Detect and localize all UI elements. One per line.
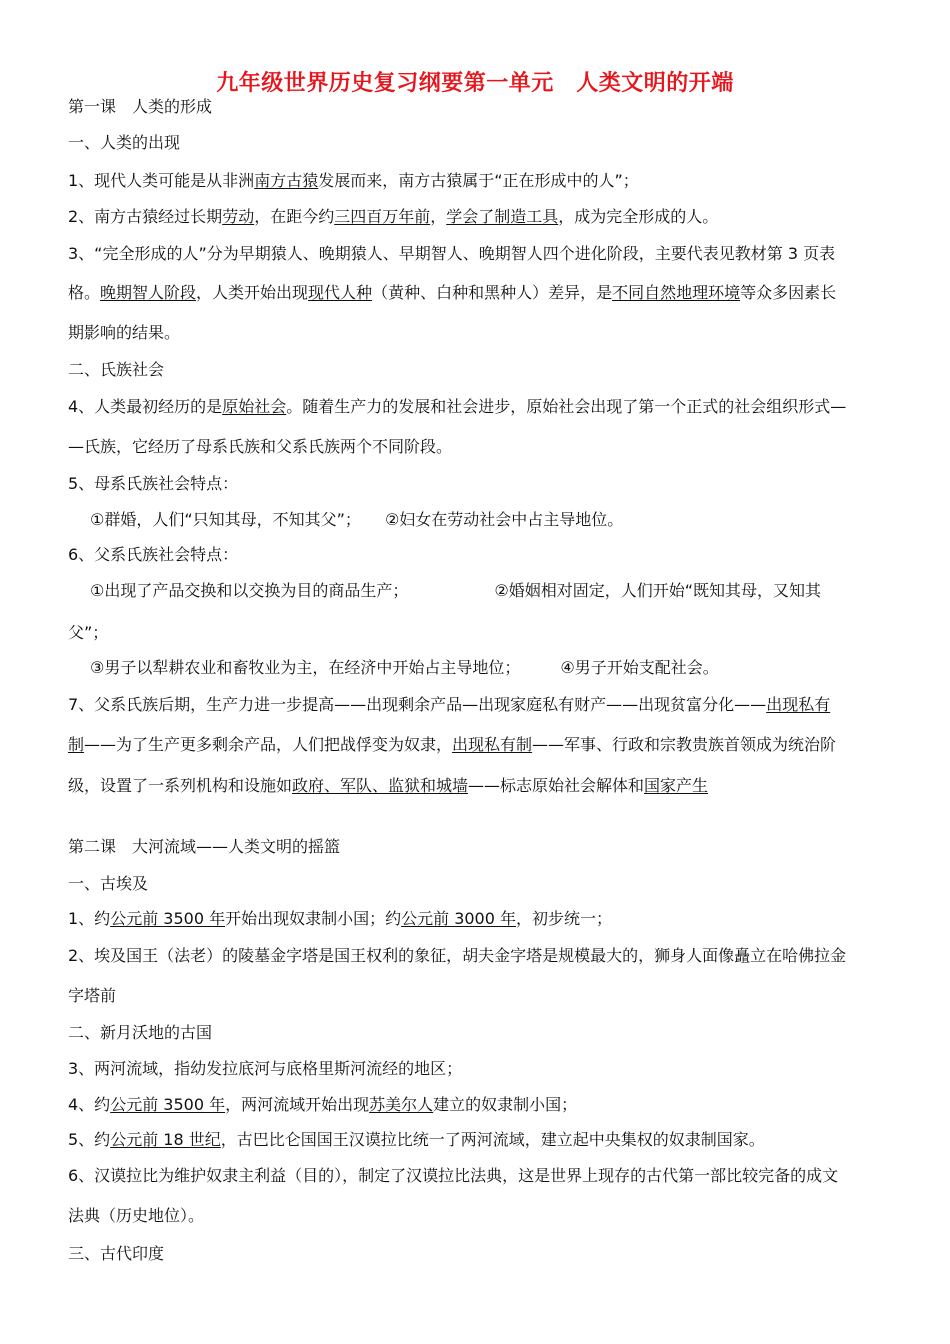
key-term: 现代人种 <box>308 283 373 302</box>
paragraph-line: 6、汉谟拉比为维护奴隶主利益（目的），制定了汉谟拉比法典，这是世界上现存的古代第一部比较完备的成文 <box>68 1166 839 1185</box>
section-heading: 一、人类的出现 <box>68 133 181 152</box>
paragraph-line: 3、两河流域，指幼发拉底河与底格里斯河流经的地区； <box>68 1059 463 1078</box>
key-term: 南方古猿 <box>254 171 319 190</box>
key-term: 公元前 3500 年 <box>110 909 226 928</box>
key-term: 国家产生 <box>644 776 709 795</box>
paragraph-line: 制——为了生产更多剩余产品，人们把战俘变为奴隶，出现私有制——军事、行政和宗教贵族首领成为统治阶 <box>68 735 837 754</box>
list-item: ①群婚，人们“只知其母，不知其父”； ②妇女在劳动社会中占主导地位。 <box>90 510 624 529</box>
paragraph-line: 5、约公元前 18 世纪，古巴比仑国国王汉谟拉比统一了两河流域，建立起中央集权的奴隶制国家。 <box>68 1130 765 1149</box>
paragraph-line: 3、“完全形成的人”分为早期猿人、晚期猿人、早期智人、晚期智人四个进化阶段，主要代表见教材第 3 页表 <box>68 244 836 263</box>
list-item: ①出现了产品交换和以交换为目的商品生产； ②婚姻相对固定，人们开始“既知其母，又知其 <box>90 581 821 600</box>
paragraph-line: 7、父系氏族后期，生产力进一步提高——出现剩余产品—出现家庭私有财产——出现贫富分化——出现私有 <box>68 695 831 714</box>
key-term: 原始社会 <box>222 397 287 416</box>
key-term: 三四百万年前 <box>334 207 431 226</box>
paragraph-line: 2、埃及国王（法老）的陵墓金字塔是国王权利的象征，胡夫金字塔是规模最大的，狮身人面像矗立在哈佛拉金 <box>68 946 847 965</box>
paragraph-line: 5、母系氏族社会特点： <box>68 474 239 493</box>
paragraph-line: 父”； <box>68 623 109 642</box>
key-term: 公元前 3500 年 <box>110 1095 226 1114</box>
key-term: 不同自然地理环境 <box>612 283 741 302</box>
paragraph-line: 2、南方古猿经过长期劳动，在距今约三四百万年前，学会了制造工具，成为完全形成的人。 <box>68 207 719 226</box>
paragraph-line: 4、约公元前 3500 年，两河流域开始出现苏美尔人建立的奴隶制小国； <box>68 1095 578 1114</box>
list-item: ③男子以犁耕农业和畜牧业为主，在经济中开始占主导地位； ④男子开始支配社会。 <box>90 658 719 677</box>
key-term: 出现私有 <box>766 695 831 714</box>
key-term: 苏美尔人 <box>369 1095 434 1114</box>
paragraph-line: 字塔前 <box>68 986 117 1005</box>
paragraph-line: 期影响的结果。 <box>68 323 181 342</box>
key-term: 政府、军队、监狱和城墙 <box>292 776 469 795</box>
section-heading: 一、古埃及 <box>68 874 149 893</box>
paragraph-line: 6、父系氏族社会特点： <box>68 545 239 564</box>
paragraph-line: 格。晚期智人阶段，人类开始出现现代人种（黄种、白种和黑种人）差异，是不同自然地理环境等众多因素长 <box>68 283 837 302</box>
paragraph-line: 级，设置了一系列机构和设施如政府、军队、监狱和城墙——标志原始社会解体和国家产生 <box>68 776 709 795</box>
section-heading: 二、氏族社会 <box>68 360 165 379</box>
key-term: 制 <box>68 735 85 754</box>
section-heading: 三、古代印度 <box>68 1244 165 1263</box>
paragraph-line: 1、现代人类可能是从非洲南方古猿发展而来，南方古猿属于“正在形成中的人”； <box>68 171 639 190</box>
lesson-heading: 第一课 人类的形成 <box>68 97 213 116</box>
page-title: 九年级世界历史复习纲要第一单元 人类文明的开端 <box>216 71 734 96</box>
key-term: 公元前 18 世纪 <box>110 1130 221 1149</box>
key-term: 出现私有制 <box>452 735 533 754</box>
paragraph-line: —氏族，它经历了母系氏族和父系氏族两个不同阶段。 <box>68 437 453 456</box>
lesson-heading: 第二课 大河流域——人类文明的摇篮 <box>68 837 341 856</box>
paragraph-line: 法典（历史地位）。 <box>68 1206 205 1225</box>
paragraph-line: 1、约公元前 3500 年开始出现奴隶制小国；约公元前 3000 年，初步统一； <box>68 909 613 928</box>
paragraph-line: 4、人类最初经历的是原始社会。随着生产力的发展和社会进步，原始社会出现了第一个正式的社会组织形式— <box>68 397 847 416</box>
key-term: 学会了制造工具 <box>446 207 559 226</box>
key-term: 公元前 3000 年 <box>401 909 517 928</box>
key-term: 劳动 <box>222 207 255 226</box>
key-term: 晚期智人阶段 <box>100 283 197 302</box>
section-heading: 二、新月沃地的古国 <box>68 1023 213 1042</box>
